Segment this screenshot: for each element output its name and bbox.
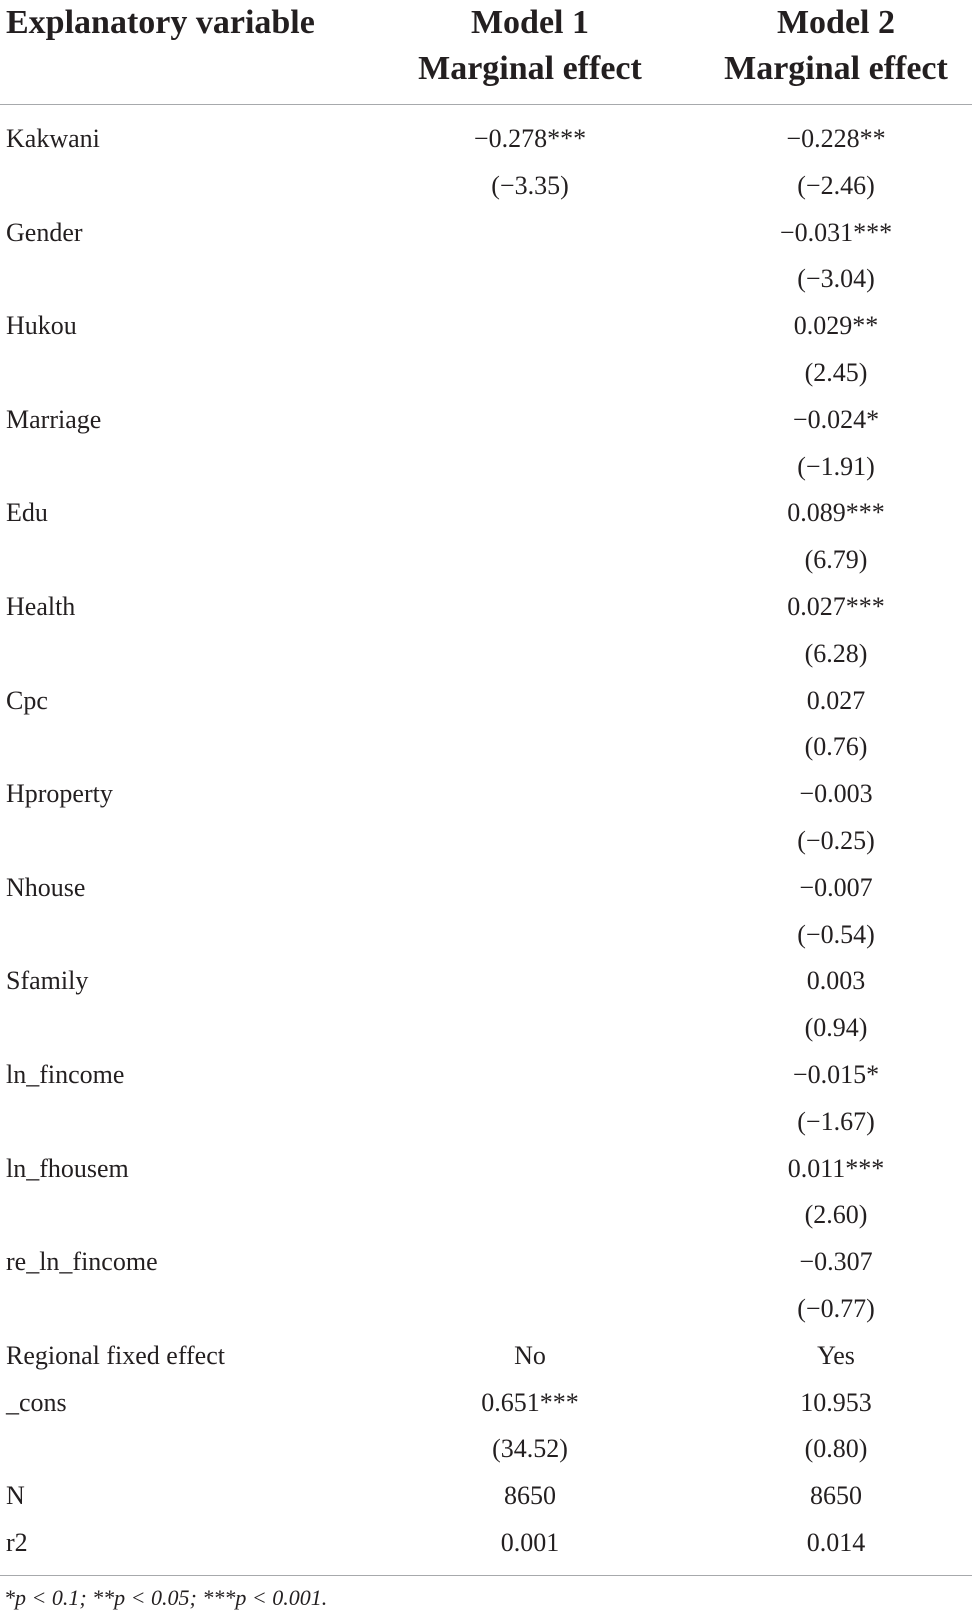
model-1-value: (−3.35) <box>491 170 569 200</box>
row-label: Kakwani <box>6 124 100 153</box>
row-label: Marriage <box>6 404 102 434</box>
model-2-value: −0.307 <box>799 1247 873 1277</box>
table-row <box>0 303 972 350</box>
header-model-2-title: Model 2 <box>776 4 896 41</box>
table-row <box>0 256 972 303</box>
table-row <box>0 1099 972 1146</box>
table-body <box>0 116 972 1567</box>
model-2-value: (6.79) <box>804 545 868 575</box>
row-label: re_ln_fincome <box>6 1247 158 1277</box>
table-row <box>0 163 972 210</box>
model-2-value: 0.014 <box>806 1527 866 1557</box>
table-row <box>0 584 972 631</box>
table-row <box>0 116 972 163</box>
model-2-value: (−0.77) <box>797 1293 875 1323</box>
table-row <box>0 397 972 444</box>
row-label: Regional fixed effect <box>6 1340 225 1370</box>
significance-footnote: *p < 0.1; **p < 0.05; ***p < 0.001. <box>4 1585 328 1610</box>
table-row <box>0 1192 972 1239</box>
model-2-value: 0.027 <box>806 685 866 715</box>
model-2-value: (0.76) <box>804 732 868 762</box>
model-2-value: −0.015* <box>792 1059 880 1089</box>
header-model-1-title: Model 1 <box>470 4 590 41</box>
model-2-value: (−0.54) <box>797 919 875 949</box>
row-label: ln_fincome <box>6 1059 125 1089</box>
model-2-value: 0.029** <box>793 311 879 341</box>
model-2-value: 0.011*** <box>787 1153 885 1183</box>
table-row <box>0 1239 972 1286</box>
model-1-value: (34.52) <box>492 1434 568 1464</box>
model-2-value: −0.003 <box>799 779 873 809</box>
row-label: Cpc <box>6 685 48 715</box>
table-row <box>0 1052 972 1099</box>
row-label: Health <box>6 591 76 621</box>
model-2-value: −0.031*** <box>779 217 893 247</box>
table-row <box>0 912 972 959</box>
model-2-value: 0.003 <box>806 966 866 996</box>
table-row <box>0 631 972 678</box>
model-2-value: −0.007 <box>799 872 873 902</box>
model-2-value: (−1.91) <box>797 451 875 481</box>
row-label: Edu <box>6 498 48 528</box>
row-label: ln_fhousem <box>6 1153 129 1183</box>
table-row <box>0 1146 972 1193</box>
model-1-value: 8650 <box>504 1481 556 1511</box>
table-row <box>0 537 972 584</box>
model-1-value: 0.001 <box>500 1527 560 1557</box>
model-2-value: (−1.67) <box>797 1106 875 1136</box>
table-row <box>0 1333 972 1380</box>
table-row <box>0 490 972 537</box>
model-2-value: (2.45) <box>804 357 868 387</box>
header-model-1 <box>380 0 680 92</box>
regression-table <box>0 0 972 105</box>
model-2-value: (−3.04) <box>797 264 875 294</box>
table-header <box>0 0 972 105</box>
model-2-value: Yes <box>817 1340 855 1370</box>
model-2-value: (−2.46) <box>797 170 875 200</box>
model-2-value: 0.089*** <box>787 498 885 528</box>
model-2-value: −0.024* <box>792 404 880 434</box>
model-2-value: (0.94) <box>804 1013 868 1043</box>
table-row <box>0 1286 972 1333</box>
table-row <box>0 958 972 1005</box>
header-model-1-subtitle: Marginal effect <box>418 50 642 87</box>
model-1-value: 0.651*** <box>481 1387 579 1417</box>
table-row <box>0 1426 972 1473</box>
table-row <box>0 1380 972 1427</box>
model-2-value: −0.228** <box>786 124 886 153</box>
model-1-value: −0.278*** <box>473 124 587 153</box>
row-label: Gender <box>6 217 83 247</box>
model-2-value: 10.953 <box>800 1387 872 1417</box>
table-row <box>0 1005 972 1052</box>
table-row <box>0 818 972 865</box>
table-row <box>0 210 972 257</box>
row-label: Sfamily <box>6 966 89 996</box>
bottom-rule <box>0 1575 972 1576</box>
model-1-value: No <box>514 1340 546 1370</box>
model-2-value: (−0.25) <box>797 825 875 855</box>
table-row <box>0 724 972 771</box>
row-label: Hproperty <box>6 779 113 809</box>
table-row <box>0 350 972 397</box>
model-2-value: (2.60) <box>804 1200 868 1230</box>
model-2-value: 8650 <box>810 1481 862 1511</box>
model-2-value: (0.80) <box>804 1434 868 1464</box>
table-row <box>0 1520 972 1567</box>
row-label: Nhouse <box>6 872 86 902</box>
header-explanatory-variable: Explanatory variable <box>6 4 315 41</box>
header-model-2-subtitle: Marginal effect <box>724 50 948 87</box>
row-label: N <box>6 1481 25 1511</box>
header-model-2 <box>700 0 972 92</box>
model-2-value: (6.28) <box>804 638 868 668</box>
table-row <box>0 865 972 912</box>
row-label: Hukou <box>6 311 77 341</box>
table-row <box>0 1473 972 1520</box>
table-row <box>0 771 972 818</box>
table-row <box>0 444 972 491</box>
row-label: r2 <box>6 1527 28 1557</box>
row-label: _cons <box>6 1387 67 1417</box>
model-2-value: 0.027*** <box>787 591 885 621</box>
table-row <box>0 678 972 725</box>
